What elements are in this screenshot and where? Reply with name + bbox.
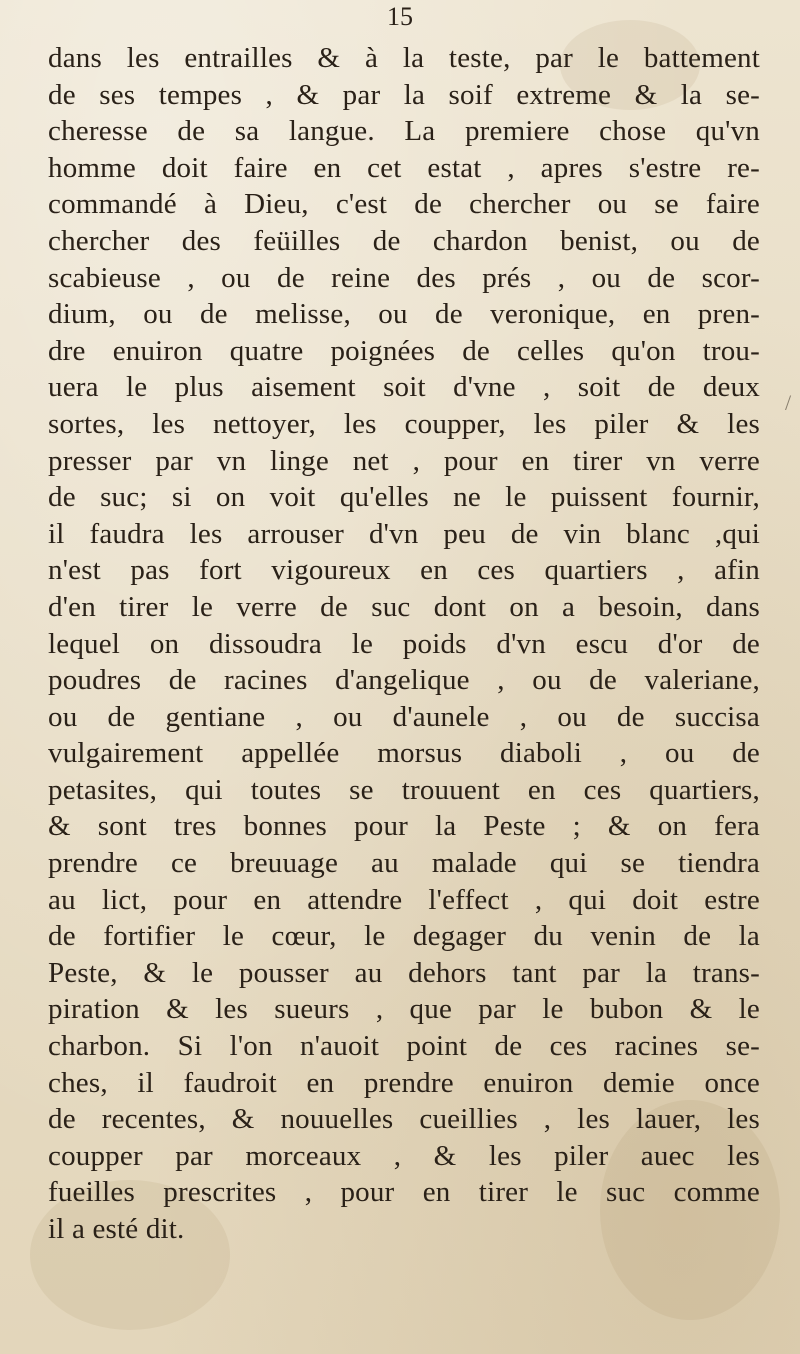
text-line: homme doit faire en cet estat , apres s'estre re-: [48, 151, 760, 184]
text-line: commandé à Dieu, c'est de chercher ou se faire: [48, 188, 760, 221]
text-line: n'est pas fort vigoureux en ces quartiers , afin: [48, 554, 760, 587]
text-line: prendre ce breuuage au malade qui se tiendra: [48, 847, 760, 880]
text-line: petasites, qui toutes se trouuent en ces quartiers,: [48, 773, 760, 806]
text-line: coupper par morceaux , & les piler auec les: [48, 1139, 760, 1172]
text-line: piration & les sueurs , que par le bubon & le: [48, 993, 760, 1026]
text-line: cheresse de sa langue. La premiere chose qu'vn: [48, 115, 760, 148]
text-line: il faudra les arrouser d'vn peu de vin blanc ,qui: [48, 517, 760, 550]
text-line: dium, ou de melisse, ou de veronique, en pren-: [48, 298, 760, 331]
text-line: dre enuiron quatre poignées de celles qu'on trou-: [48, 334, 760, 367]
page-number: 15: [387, 2, 413, 31]
text-line: de recentes, & nouuelles cueillies , les lauer, les: [48, 1103, 760, 1136]
text-line: dans les entrailles & à la teste, par le battement: [48, 42, 760, 74]
text-line: lequel on dissoudra le poids d'vn escu d'or de: [48, 627, 760, 660]
text-line: poudres de racines d'angelique , ou de valeriane,: [48, 664, 760, 697]
text-line: de ses tempes , & par la soif extreme & la se-: [48, 78, 760, 111]
text-line: Peste, & le pousser au dehors tant par la trans-: [48, 956, 760, 989]
text-line: au lict, pour en attendre l'effect , qui doit estre: [48, 883, 760, 916]
text-line: presser par vn linge net , pour en tirer vn verre: [48, 444, 760, 477]
text-line: fueilles prescrites , pour en tirer le suc comme: [48, 1176, 760, 1209]
text-line: ches, il faudroit en prendre enuiron demie once: [48, 1066, 760, 1099]
text-line: uera le plus aisement soit d'vne , soit de deux: [48, 371, 760, 404]
text-line: & sont tres bonnes pour la Peste ; & on fera: [48, 810, 760, 843]
text-line: il a esté dit.: [48, 1213, 185, 1245]
body-text: [48, 40, 760, 1248]
text-line: chercher des feüilles de chardon benist, ou de: [48, 224, 760, 257]
margin-mark: /: [785, 390, 792, 415]
text-line: charbon. Si l'on n'auoit point de ces racines se-: [48, 1030, 760, 1063]
text-line: de fortifier le cœur, le degager du venin de la: [48, 920, 760, 953]
text-line: ou de gentiane , ou d'aunele , ou de succisa: [48, 700, 760, 733]
text-line: de suc; si on voit qu'elles ne le puissent fournir,: [48, 481, 760, 514]
text-line: d'en tirer le verre de suc dont on a besoin, dans: [48, 590, 760, 623]
text-line: scabieuse , ou de reine des prés , ou de scor-: [48, 261, 760, 294]
text-line: vulgairement appellée morsus diaboli , ou de: [48, 737, 760, 770]
text-line: sortes, les nettoyer, les coupper, les piler & les: [48, 407, 760, 440]
